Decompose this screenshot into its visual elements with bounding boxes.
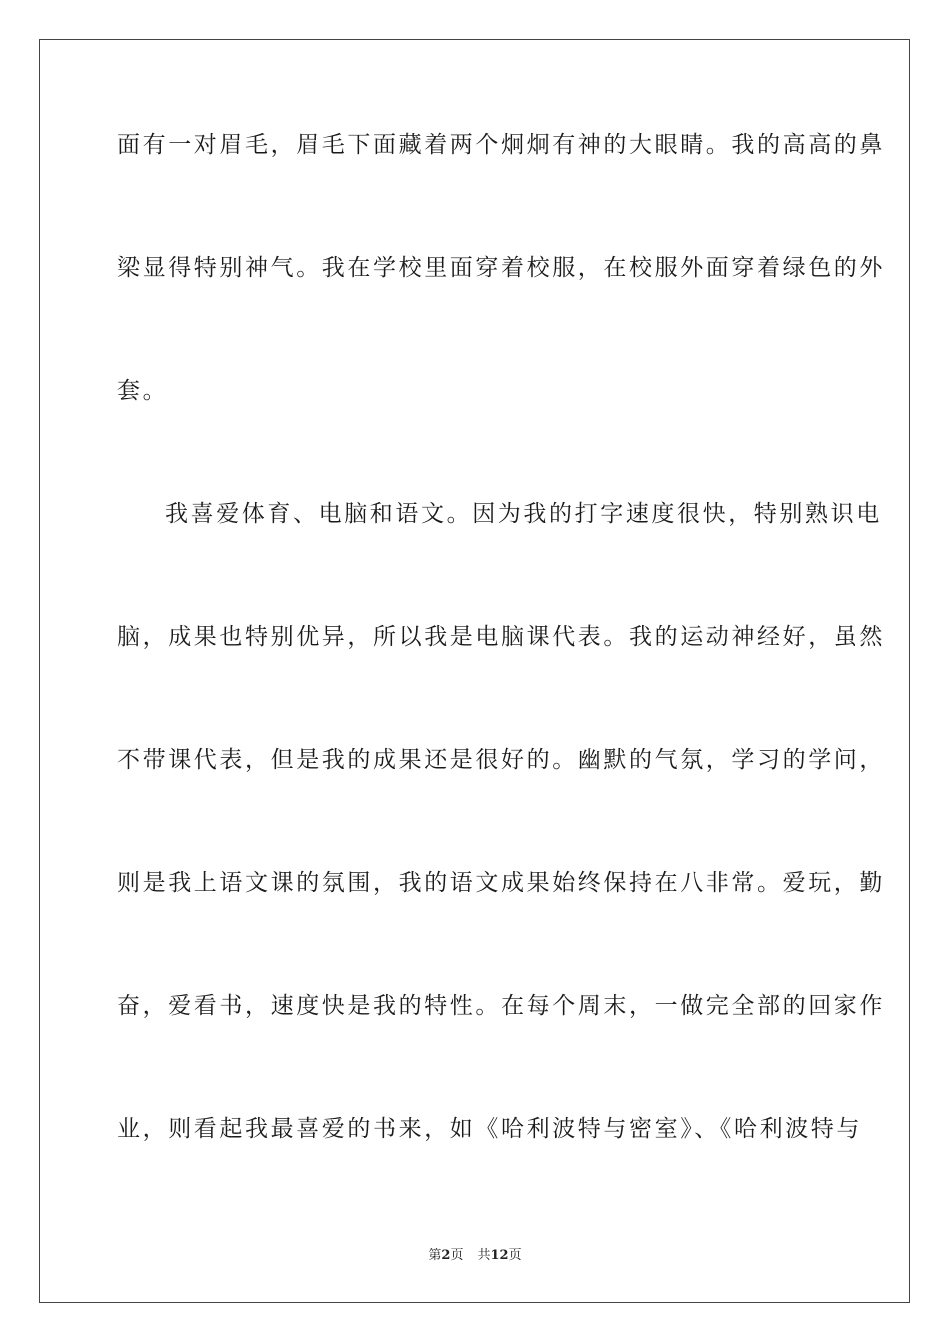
current-page-number: 2 (441, 1248, 451, 1263)
text-line-8: 奋，爱看书，速度快是我的特性。在每个周末，一做完全部的回家作 (117, 993, 885, 1019)
total-label-prefix: 共 (477, 1248, 491, 1263)
text-line-2: 梁显得特别神气。我在学校里面穿着校服，在校服外面穿着绿色的外 (117, 255, 885, 281)
text-line-7: 则是我上语文课的氛围，我的语文成果始终保持在八非常。爱玩，勤 (117, 870, 885, 896)
page-label-prefix: 第 (428, 1248, 442, 1263)
text-line-4-paragraph-start: 我喜爱体育、电脑和语文。因为我的打字速度很快，特别熟识电 (165, 501, 882, 527)
total-page-count: 12 (490, 1248, 509, 1263)
text-line-5: 脑，成果也特别优异，所以我是电脑课代表。我的运动神经好，虽然 (117, 624, 885, 650)
page-footer (0, 1248, 950, 1264)
total-label-suffix: 页 (508, 1248, 522, 1263)
text-line-1: 面有一对眉毛，眉毛下面藏着两个炯炯有神的大眼睛。我的高高的鼻 (117, 132, 885, 158)
page-label-suffix: 页 (450, 1248, 464, 1263)
text-line-6: 不带课代表，但是我的成果还是很好的。幽默的气氛，学习的学问， (117, 747, 885, 773)
text-line-9: 业，则看起我最喜爱的书来，如《哈利波特与密室》、《哈利波特与 (117, 1116, 862, 1142)
document-body (117, 130, 885, 1237)
text-line-3: 套。 (117, 378, 169, 404)
